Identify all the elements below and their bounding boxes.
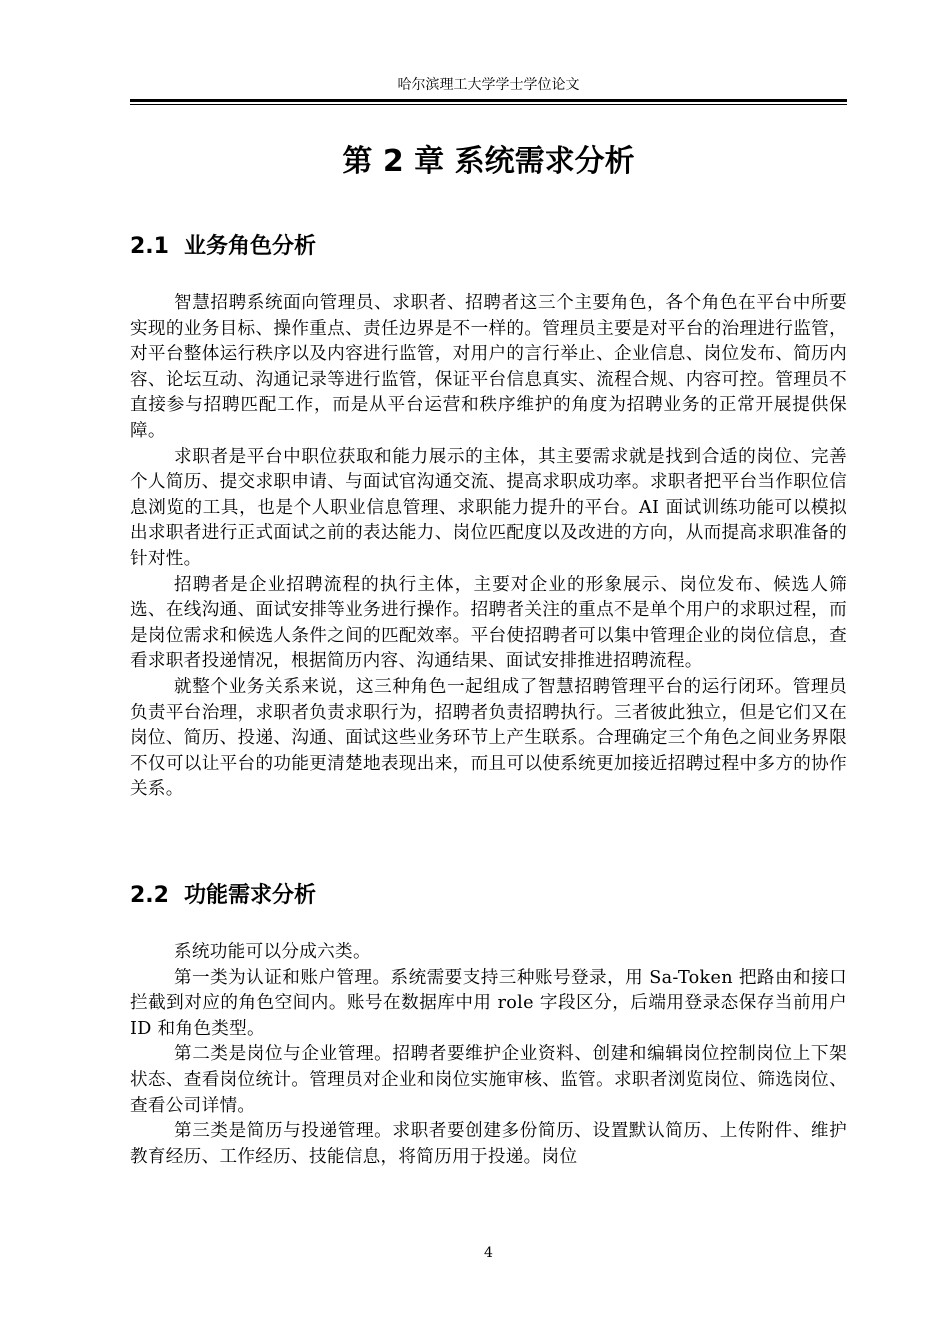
header-rule-thick xyxy=(130,99,847,102)
section-body-2-2 xyxy=(130,940,847,1170)
section-title-text: 功能需求分析 xyxy=(184,883,317,908)
paragraph: 招聘者是企业招聘流程的执行主体，主要对企业的形象展示、岗位发布、候选人筛选、在线沟通、面试安排等业务进行操作。招聘者关注的重点不是单个用户的求职过程，而是岗位需求和候选人条件之间的匹配效率。平台使招聘者可以集中管理企业的岗位信息，查看求职者投递情况，根据简历内容、沟通结果、面试安排推进招聘流程。 xyxy=(130,574,847,672)
paragraph: 求职者是平台中职位获取和能力展示的主体，其主要需求就是找到合适的岗位、完善个人简历、提交求职申请、与面试官沟通交流、提高求职成功率。求职者把平台当作职位信息浏览的工具，也是个人职业信息管理、求职能力提升的平台。AI 面试训练功能可以模拟出求职者进行正式面试之前的表达能力、岗位匹配度以及改进的方向，从而提高求职准备的针对性。 xyxy=(130,446,847,569)
paragraph: 第一类为认证和账户管理。系统需要支持三种账号登录，用 Sa-Token 把路由和接口拦截到对应的角色空间内。账号在数据库中用 role 字段区分，后端用登录态保存当前用户 ID 和角色类型。 xyxy=(130,967,847,1039)
section-heading-2-1 xyxy=(130,232,847,262)
section-heading-2-2 xyxy=(130,881,847,911)
section-title-text: 业务角色分析 xyxy=(184,234,317,259)
running-header: 哈尔滨理工大学学士学位论文 xyxy=(397,77,580,93)
section-number: 2.1 xyxy=(130,234,169,259)
section-body-2-1 xyxy=(130,291,847,803)
paragraph: 第三类是简历与投递管理。求职者要创建多份简历、设置默认简历、上传附件、维护教育经历、工作经历、技能信息，将简历用于投递。岗位 xyxy=(130,1121,847,1167)
chapter-title: 第 2 章 系统需求分析 xyxy=(342,144,635,179)
header-rule-thin xyxy=(130,104,847,105)
paragraph: 第二类是岗位与企业管理。招聘者要维护企业资料、创建和编辑岗位控制岗位上下架状态、查看岗位统计。管理员对企业和岗位实施审核、监管。求职者浏览岗位、筛选岗位、查看公司详情。 xyxy=(130,1044,847,1116)
paragraph: 系统功能可以分成六类。 xyxy=(174,942,371,962)
section-number: 2.2 xyxy=(130,883,169,908)
paragraph: 就整个业务关系来说，这三种角色一起组成了智慧招聘管理平台的运行闭环。管理员负责平台治理，求职者负责求职行为，招聘者负责招聘执行。三者彼此独立，但是它们又在岗位、简历、投递、沟通、面试这些业务环节上产生联系。合理确定三个角色之间业务界限不仅可以让平台的功能更清楚地表现出来，而且可以使系统更加接近招聘过程中多方的协作关系。 xyxy=(130,676,847,800)
paragraph: 智慧招聘系统面向管理员、求职者、招聘者这三个主要角色，各个角色在平台中所要实现的业务目标、操作重点、责任边界是不一样的。管理员主要是对平台的治理进行监管，对平台整体运行秩序以及内容进行监管，对用户的言行举止、企业信息、岗位发布、简历内容、论坛互动、沟通记录等进行监管，保证平台信息真实、流程合规、内容可控。管理员不直接参与招聘匹配工作，而是从平台运营和秩序维护的角度为招聘业务的正常开展提供保障。 xyxy=(130,293,847,441)
page-number: 4 xyxy=(484,1245,493,1261)
